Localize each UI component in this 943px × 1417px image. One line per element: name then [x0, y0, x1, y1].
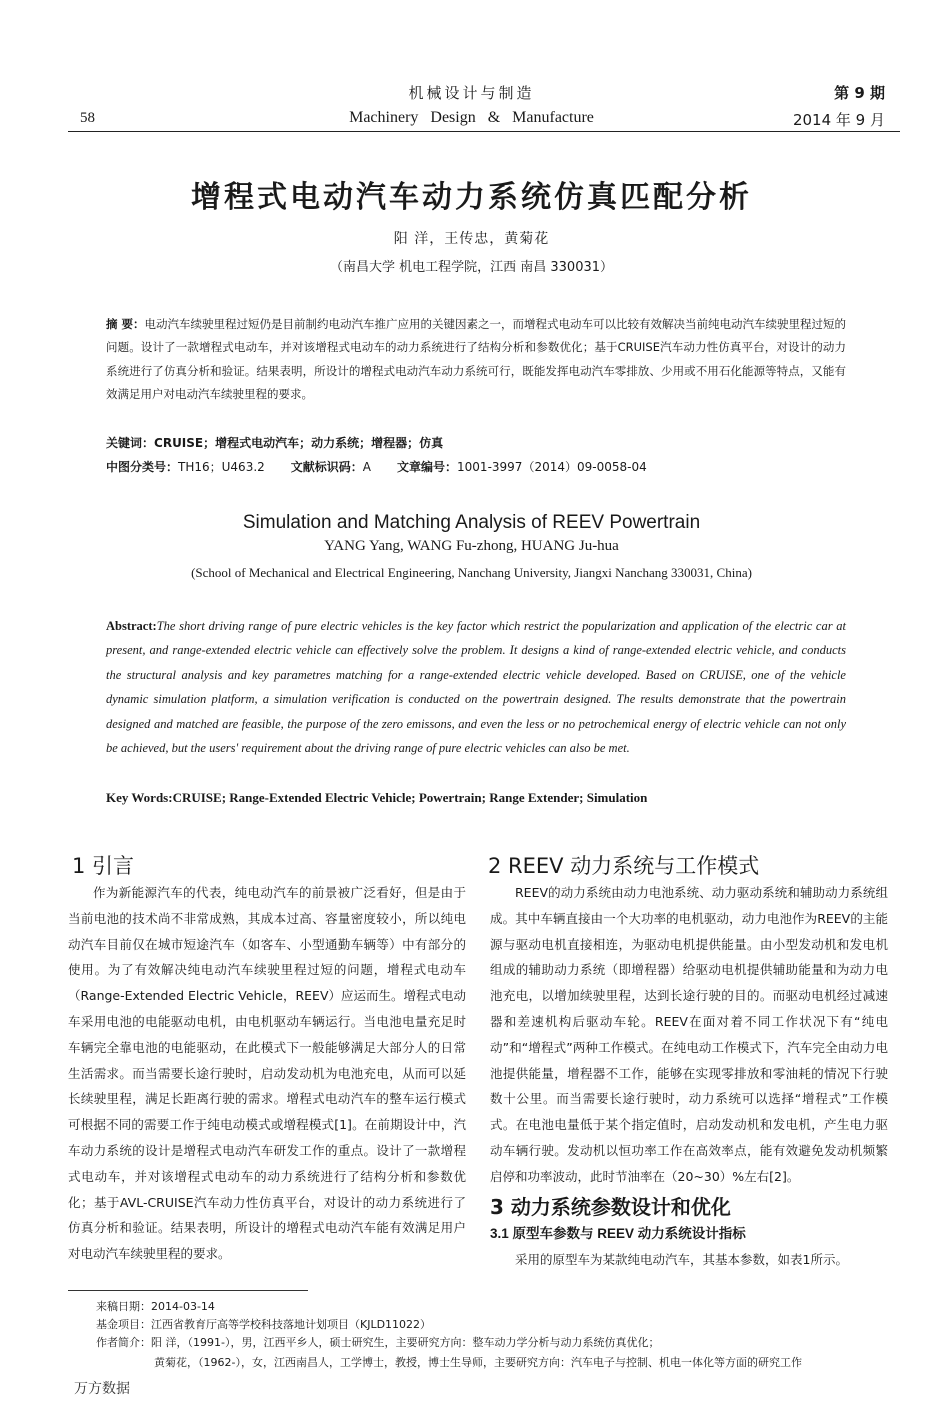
footnote-received-date: 来稿日期：2014-03-14 [96, 1300, 215, 1313]
footnote-author-1: 作者简介：阳 洋，（1991-），男，江西平乡人，硕士研究生，主要研究方向：整车动力学分析与动力系统仿真优化； [96, 1336, 660, 1349]
keywords-en-text: CRUISE; Range-Extended Electric Vehicle; Powertrain; Range Extender; Simulation [172, 790, 648, 805]
article-no-label: 文章编号： [397, 460, 458, 474]
section-2-heading: 2 REEV 动力系统与工作模式 [488, 854, 760, 878]
journal-title-en: Machinery Design & Manufacture [349, 109, 594, 126]
footnote-author-2: 黄菊花，（1962-），女，江西南昌人，工学博士，教授，博士生导师，主要研究方向：汽车电子与控制、机电一体化等方面的研究工作 [154, 1356, 802, 1369]
keywords-cn [106, 434, 443, 451]
section-3-1-heading: 3.1 原型车参数与 REEV 动力系统设计指标 [490, 1225, 746, 1241]
authors-cn: 阳 洋，王传忠，黄菊花 [393, 231, 550, 247]
abstract-en-label: Abstract: [106, 619, 157, 633]
left-column [68, 880, 466, 1267]
section-3-heading: 3 动力系统参数设计和优化 [490, 1194, 731, 1219]
keywords-en-label: Key Words: [106, 790, 173, 805]
abstract-en-text: The short driving range of pure electric vehicles is the key factor which restrict the popularization and application of the electric car at present, and range-extended electric vehicle can effectively solve the problem. It designs a kind of range-extended electric vehicle, and conducts the structural analysis and key parametres matching for a range-extended electric vehicle developed. Based on CRUISE, one of the vehicle dynamic simulation platform, a simulation verification is conducted on the powertrain designed. The results demonstrate that the powertrain designed and matched are feasible, the purpose of the zero emissons, and even the less or no petrochemical energy of electric vehicle can not only be achieved, but the users' requirement about the driving range of pure electric vehicles can also be met. [106, 619, 846, 756]
clc-label: 中图分类号： [106, 460, 179, 474]
keywords-cn-text: CRUISE；增程式电动汽车；动力系统；增程器；仿真 [154, 436, 444, 450]
paper-title-cn: 增程式电动汽车动力系统仿真匹配分析 [191, 180, 752, 215]
clc-value: TH16；U463.2 [178, 460, 265, 474]
abstract-en [106, 614, 846, 760]
doc-code-label: 文献标识码： [290, 460, 363, 474]
right-column [490, 880, 888, 1272]
issue-number: 第 9 期 [834, 84, 885, 102]
abstract-cn [106, 313, 846, 407]
watermark: 万方数据 [74, 1381, 130, 1397]
section-1-paragraph: 作为新能源汽车的代表，纯电动汽车的前景被广泛看好，但是由于当前电池的技术尚不非常成熟，其成本过高、容量密度较小，所以纯电动汽车目前仅在城市短途汽车（如客车、小型通勤车辆等）中有部分的使用。为了有效解决纯电动汽车续驶里程过短的问题，增程式电动车（Range-Extended Electric Vehicle，REEV）应运而生。增程式电动车采用电池的电能驱动电机，由电机驱动车辆运行。当电池电量充足时车辆完全靠电池的电能驱动，在此模式下一般能够满足大部分人的日常生活需求。而当需要长途行驶时，启动发动机为电池充电，从而可以延长续驶里程，满足长距离行驶的需求。增程式电动汽车的整车运行模式可根据不同的需要工作于纯电动模式或增程模式[1]。在前期设计中，汽车动力系统的设计是增程式电动汽车研发工作的重点。设计了一款增程式电动车，并对该增程式电动车的动力系统进行了结构分析和参数优化；基于AVL-CRUISE汽车动力性仿真平台，对设计的动力系统进行了仿真分析和验证。结果表明，所设计的增程式电动汽车能有效满足用户对电动汽车续驶里程的要求。 [68, 885, 466, 1262]
article-no-value: 1001-3997（2014）09-0058-04 [457, 460, 647, 474]
keywords-cn-label: 关键词： [106, 436, 155, 450]
journal-title-cn: 机械设计与制造 [408, 84, 535, 102]
classification-line [106, 458, 647, 475]
header-rule [68, 131, 900, 132]
keywords-en [106, 790, 647, 806]
section-1-heading: 1 引言 [72, 854, 135, 878]
footnote-rule [68, 1290, 308, 1291]
footnote-fund: 基金项目：江西省教育厅高等学校科技落地计划项目（KJLD11022） [96, 1318, 432, 1331]
doc-code-value: A [362, 460, 372, 474]
page-number: 58 [80, 110, 95, 126]
authors-en: YANG Yang, WANG Fu-zhong, HUANG Ju-hua [324, 538, 619, 554]
abstract-cn-text: 电动汽车续驶里程过短仍是目前制约电动汽车推广应用的关键因素之一，而增程式电动车可以比较有效解决当前纯电动汽车续驶里程过短的问题。设计了一款增程式电动车，并对该增程式电动车的动力系统进行了结构分析和参数优化；基于CRUISE汽车动力性仿真平台，对设计的动力系统进行了仿真分析和验证。结果表明，所设计的增程式电动汽车动力系统可行，既能发挥电动汽车零排放、少用或不用石化能源等特点，又能有效满足用户对电动汽车续驶里程的要求。 [106, 317, 847, 402]
affiliation-cn: （南昌大学 机电工程学院，江西 南昌 330031） [329, 260, 614, 275]
affiliation-en: (School of Mechanical and Electrical Engineering, Nanchang University, Jiangxi Nanchang 330031, China) [191, 565, 752, 580]
section-2-paragraph: REEV的动力系统由动力电池系统、动力驱动系统和辅助动力系统组成。其中车辆直接由一个大功率的电机驱动，动力电池作为REEV的主能源与驱动电机直接相连，为驱动电机提供能量。由小型发动机和发电机组成的辅助动力系统（即增程器）给驱动电机提供辅助能量和为动力电池充电，以增加续驶里程，达到长途行驶的目的。而驱动电机经过减速器和差速机构后驱动车轮。REEV在面对着不同工作状况下有“纯电动”和“增程式”两种工作模式。在纯电动工作模式下，汽车完全由动力电池提供能量，增程器不工作，能够在实现零排放和零油耗的情况下行驶数十公里。而当需要长途行驶时，动力系统可以选择“增程式”工作模式。在电池电量低于某个指定值时，启动发动机和发电机，产生电力驱动车辆行驶。发动机以恒功率工作在高效率点，能有效避免发动机频繁启停和功率波动，此时节油率在（20~30）%左右[2]。 [490, 885, 888, 1184]
paper-title-en: Simulation and Matching Analysis of REEV Powertrain [242, 512, 701, 533]
section-3-1-paragraph: 采用的原型车为某款纯电动汽车，其基本参数，如表1所示。 [515, 1251, 848, 1267]
abstract-cn-label: 摘 要： [106, 317, 145, 331]
issue-date: 2014 年 9 月 [792, 111, 885, 129]
